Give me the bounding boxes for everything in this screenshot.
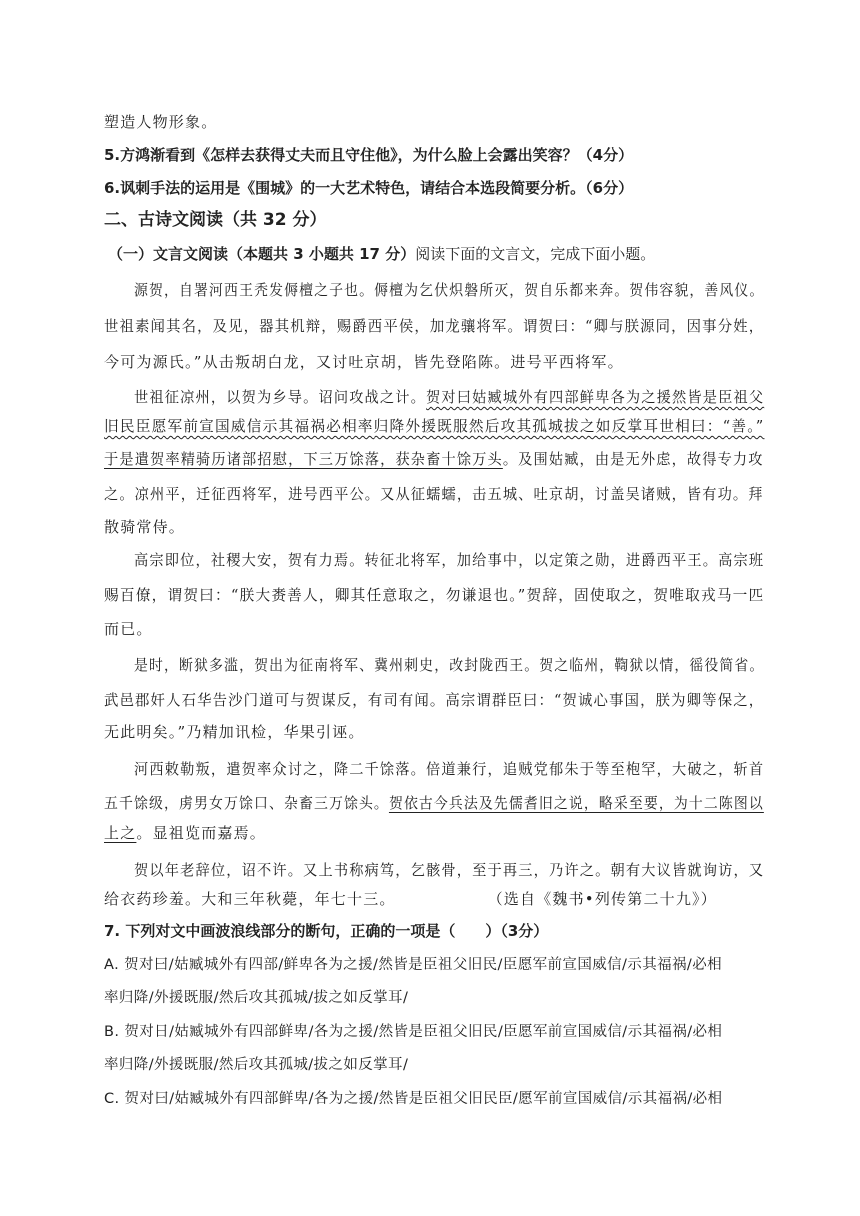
subsection-title: （一）文言文阅读（本题共 3 小题共 17 分） <box>108 245 416 263</box>
passage-line: 世祖素闻其名，及见，器其机辩，赐爵西平侯，加龙骧将军。谓贺曰：“卿与朕源同，因事分姓， <box>104 317 765 335</box>
question-6: 6.讽刺手法的运用是《围城》的一大艺术特色，请结合本选段简要分析。（6分） <box>104 179 634 197</box>
passage-line <box>104 823 266 843</box>
underlined-sentence: 于是遣贺率精骑历诸部招慰，下三万馀落，获杂畜十馀万头 <box>104 450 503 468</box>
source-citation: （选自《魏书•列传第二十九》） <box>487 890 717 908</box>
passage-line <box>134 387 764 407</box>
passage-text: 五千馀级，虏男女万馀口、杂畜三万馀头。 <box>104 794 389 812</box>
question-7: 7. 下列对文中画波浪线部分的断句，正确的一项是（ ）（3分） <box>104 922 549 940</box>
passage-text: 。及围姑臧，由是无外虑，故得专力攻 <box>502 450 764 468</box>
subsection-instruction: 阅读下面的文言文，完成下面小题。 <box>415 245 656 263</box>
passage-line <box>104 889 717 909</box>
option-b-cont: 率归降/外援既服/然后攻其孤城/拔之如反掌耳/ <box>104 1057 409 1073</box>
wavy-underlined-line: 旧民臣愿军前宣国威信示其福祸必相率归降外援既服然后攻其孤城拔之如反掌耳世相曰：“善。” <box>104 417 765 435</box>
passage-line: 是时，断狱多滥，贺出为征南将军、冀州刺史，改封陇西王。贺之临州，鞫狱以情，徭役简省。 <box>134 656 765 674</box>
passage-line: 高宗即位，社稷大安，贺有力焉。转征北将军，加给事中，以定策之勋，进爵西平王。高宗班 <box>134 551 765 569</box>
wavy-underlined-text: 贺对曰姑臧城外有四部鲜卑各为之援然皆是臣祖父 <box>426 388 765 406</box>
passage-line: 武邑郡奸人石华告沙门道可与贺谋反，有司有闻。高宗谓群臣曰：“贺诚心事国，朕为卿等保之， <box>104 691 765 709</box>
underlined-sentence: 贺依古今兵法及先儒耆旧之说，略采至要，为十二陈图以 <box>388 794 764 812</box>
passage-line: 河西敕勒叛，遣贺率众讨之，降二千馀落。倍道兼行，追贼党郁朱于等至枹罕，大破之，斩首 <box>134 760 765 778</box>
passage-line: 源贺，自署河西王秃发傉檀之子也。傉檀为乞伏炽磐所灭，贺自乐都来奔。贺伟容貌，善风仪。 <box>134 281 765 299</box>
option-b: B. 贺对日/姑臧城外有四部鲜卑/各为之援/然皆是臣祖父旧民/臣愿军前宣国威信/示其福祸/必相 <box>104 1024 723 1040</box>
passage-line: 而已。 <box>104 620 153 638</box>
option-a-cont: 率归降/外援既服/然后攻其孤城/拔之如反掌耳/ <box>104 990 409 1006</box>
passage-line: 赐百僚，谓贺曰：“朕大赉善人，卿其任意取之，勿谦退也。”贺辞，固使取之，贺唯取戎马一匹 <box>104 586 765 604</box>
passage-text: 。显祖览而嘉焉。 <box>136 824 267 842</box>
underlined-sentence: 上之 <box>104 824 137 842</box>
section-heading: 二、古诗文阅读（共 32 分） <box>104 210 327 230</box>
option-a: A. 贺对曰/姑臧城外有四部/鲜卑各为之援/然皆是臣祖父旧民/臣愿军前宣国威信/示其福祸/必相 <box>104 957 722 973</box>
passage-line: 之。凉州平，迁征西将军，进号西平公。又从征蠕蠕，击五城、吐京胡，讨盖吴诸贼，皆有功。拜 <box>104 485 764 503</box>
passage-text: 世祖征凉州，以贺为乡导。诏问攻战之计。 <box>134 388 427 406</box>
text-line: 塑造人物形象。 <box>104 113 218 131</box>
passage-line: 散骑常侍。 <box>104 518 186 536</box>
passage-line <box>104 793 764 813</box>
passage-line: 无此明矣。”乃精加讯检，华果引诬。 <box>104 723 365 741</box>
passage-line: 贺以年老辞位，诏不许。又上书称病笃，乞骸骨，至于再三，乃许之。朝有大议皆就询访，又 <box>134 861 765 879</box>
subsection-heading <box>108 244 655 264</box>
question-5: 5.方鸿渐看到《怎样去获得丈夫而且守住他》，为什么脸上会露出笑容？（4分） <box>104 146 634 164</box>
passage-line <box>104 449 764 469</box>
passage-text: 给衣药珍羞。大和三年秋薨，年七十三。 <box>104 890 396 908</box>
passage-line: 今可为源氏。”从击叛胡白龙，又讨吐京胡，皆先登陷陈。进号平西将军。 <box>104 353 624 371</box>
option-c: C. 贺对曰/姑臧城外有四部鲜卑/各为之援/然皆是臣祖父旧民臣/愿军前宣国威信/示其福祸/必相 <box>104 1091 723 1107</box>
